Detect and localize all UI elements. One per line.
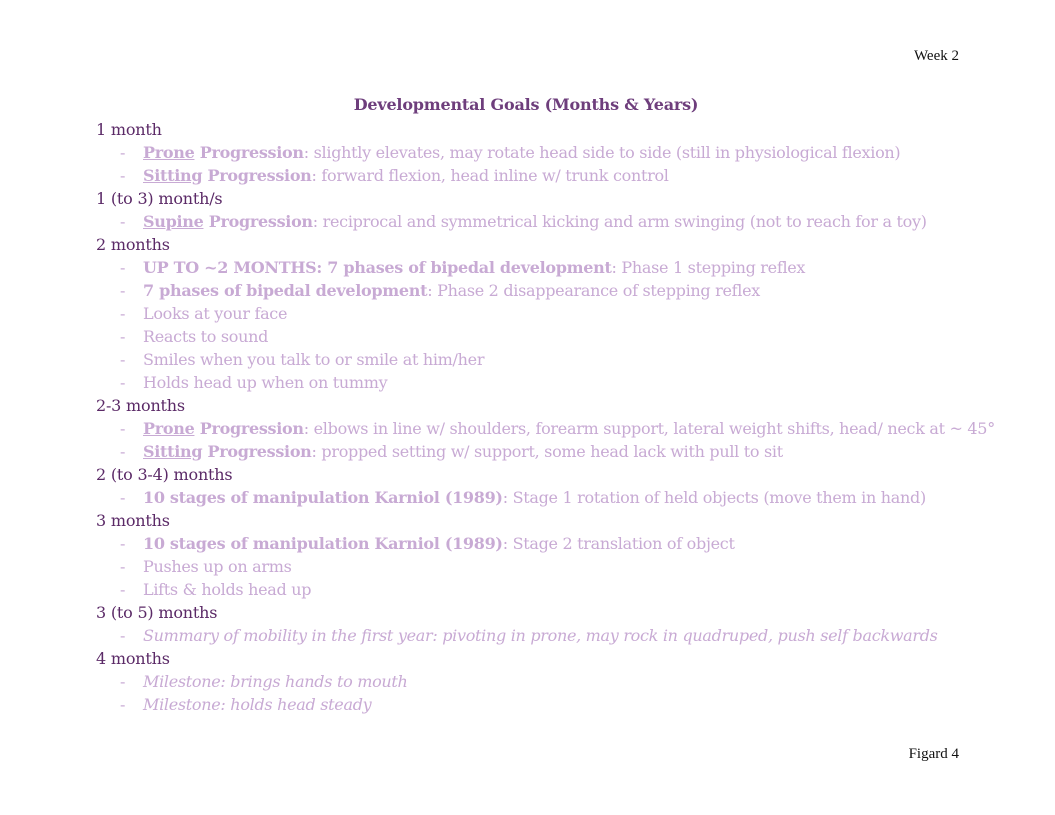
item-underlined-term: Sitting [143,166,203,185]
item-text: : Phase 1 stepping reflex [611,258,806,277]
section-heading: 4 months [96,649,170,668]
item-text: Lifts & holds head up [143,580,312,599]
list-item [96,578,996,601]
list-item [96,624,996,647]
item-bold-term: UP TO ~2 MONTHS: 7 phases of bipedal development [143,258,612,277]
item-text: Holds head up when on tummy [143,373,388,392]
section-heading: 3 (to 5) months [96,603,218,622]
item-text: : forward flexion, head inline w/ trunk control [311,166,669,185]
list-item [96,141,996,164]
dash-bullet-icon: - [120,327,126,346]
item-underlined-term: Prone [143,419,195,438]
section-heading: 1 (to 3) month/s [96,189,223,208]
section-heading: 2 (to 3-4) months [96,465,233,484]
list-item [96,279,996,302]
item-text: : Phase 2 disappearance of stepping reflex [427,281,760,300]
list-item [96,256,996,279]
item-bold-term: Progression [202,166,312,185]
list-item [96,164,996,187]
list-item [96,440,996,463]
list-item [96,371,996,394]
document-title: Developmental Goals (Months & Years) [353,95,699,114]
item-text: Looks at your face [143,304,288,323]
dash-bullet-icon: - [120,373,126,392]
section-heading: 3 months [96,511,170,530]
item-italic-text: Milestone: brings hands to mouth [143,672,408,691]
dash-bullet-icon: - [120,258,126,277]
item-bold-term: Progression [202,442,312,461]
item-bold-term: Progression [194,143,304,162]
list-item [96,693,996,716]
item-underlined-term: Prone [143,143,195,162]
list-item [96,325,996,348]
dash-bullet-icon: - [120,304,126,323]
dash-bullet-icon: - [120,419,126,438]
list-item [96,302,996,325]
item-bold-term: Progression [203,212,313,231]
dash-bullet-icon: - [120,143,126,162]
item-text: : propped setting w/ support, some head lack with pull to sit [311,442,783,461]
dash-bullet-icon: - [120,534,126,553]
list-item [96,670,996,693]
dash-bullet-icon: - [120,672,126,691]
dash-bullet-icon: - [120,557,126,576]
item-italic-text: Summary of mobility in the first year: pivoting in prone, may rock in quadruped, push self backwards [143,626,938,645]
dash-bullet-icon: - [120,350,126,369]
item-italic-text: Milestone: holds head steady [143,695,372,714]
item-text: : slightly elevates, may rotate head side to side (still in physiological flexion) [303,143,901,162]
dash-bullet-icon: - [120,626,126,645]
dash-bullet-icon: - [120,166,126,185]
list-item [96,486,996,509]
dash-bullet-icon: - [120,281,126,300]
list-item [96,348,996,371]
dash-bullet-icon: - [120,488,126,507]
document-body [96,118,996,716]
item-underlined-term: Supine [143,212,204,231]
item-underlined-term: Sitting [143,442,203,461]
dash-bullet-icon: - [120,580,126,599]
item-bold-term: 10 stages of manipulation Karniol (1989) [143,488,503,507]
page-footer-number: Figard 4 [908,746,959,762]
list-item [96,532,996,555]
section-heading: 2-3 months [96,396,185,415]
section-heading: 2 months [96,235,170,254]
item-text: : reciprocal and symmetrical kicking and arm swinging (not to reach for a toy) [312,212,927,231]
item-bold-term: 7 phases of bipedal development [143,281,428,300]
list-item [96,210,996,233]
item-bold-term: Progression [194,419,304,438]
dash-bullet-icon: - [120,695,126,714]
item-text: Reacts to sound [143,327,269,346]
dash-bullet-icon: - [120,212,126,231]
item-text: : Stage 2 translation of object [502,534,735,553]
section-heading: 1 month [96,120,162,139]
list-item [96,417,996,440]
page-header-week: Week 2 [913,48,959,64]
item-text: : Stage 1 rotation of held objects (move them in hand) [502,488,926,507]
list-item [96,555,996,578]
item-text: : elbows in line w/ shoulders, forearm support, lateral weight shifts, head/ neck at ~ 45° [303,419,995,438]
item-bold-term: 10 stages of manipulation Karniol (1989) [143,534,503,553]
item-text: Pushes up on arms [143,557,292,576]
item-text: Smiles when you talk to or smile at him/her [143,350,485,369]
dash-bullet-icon: - [120,442,126,461]
